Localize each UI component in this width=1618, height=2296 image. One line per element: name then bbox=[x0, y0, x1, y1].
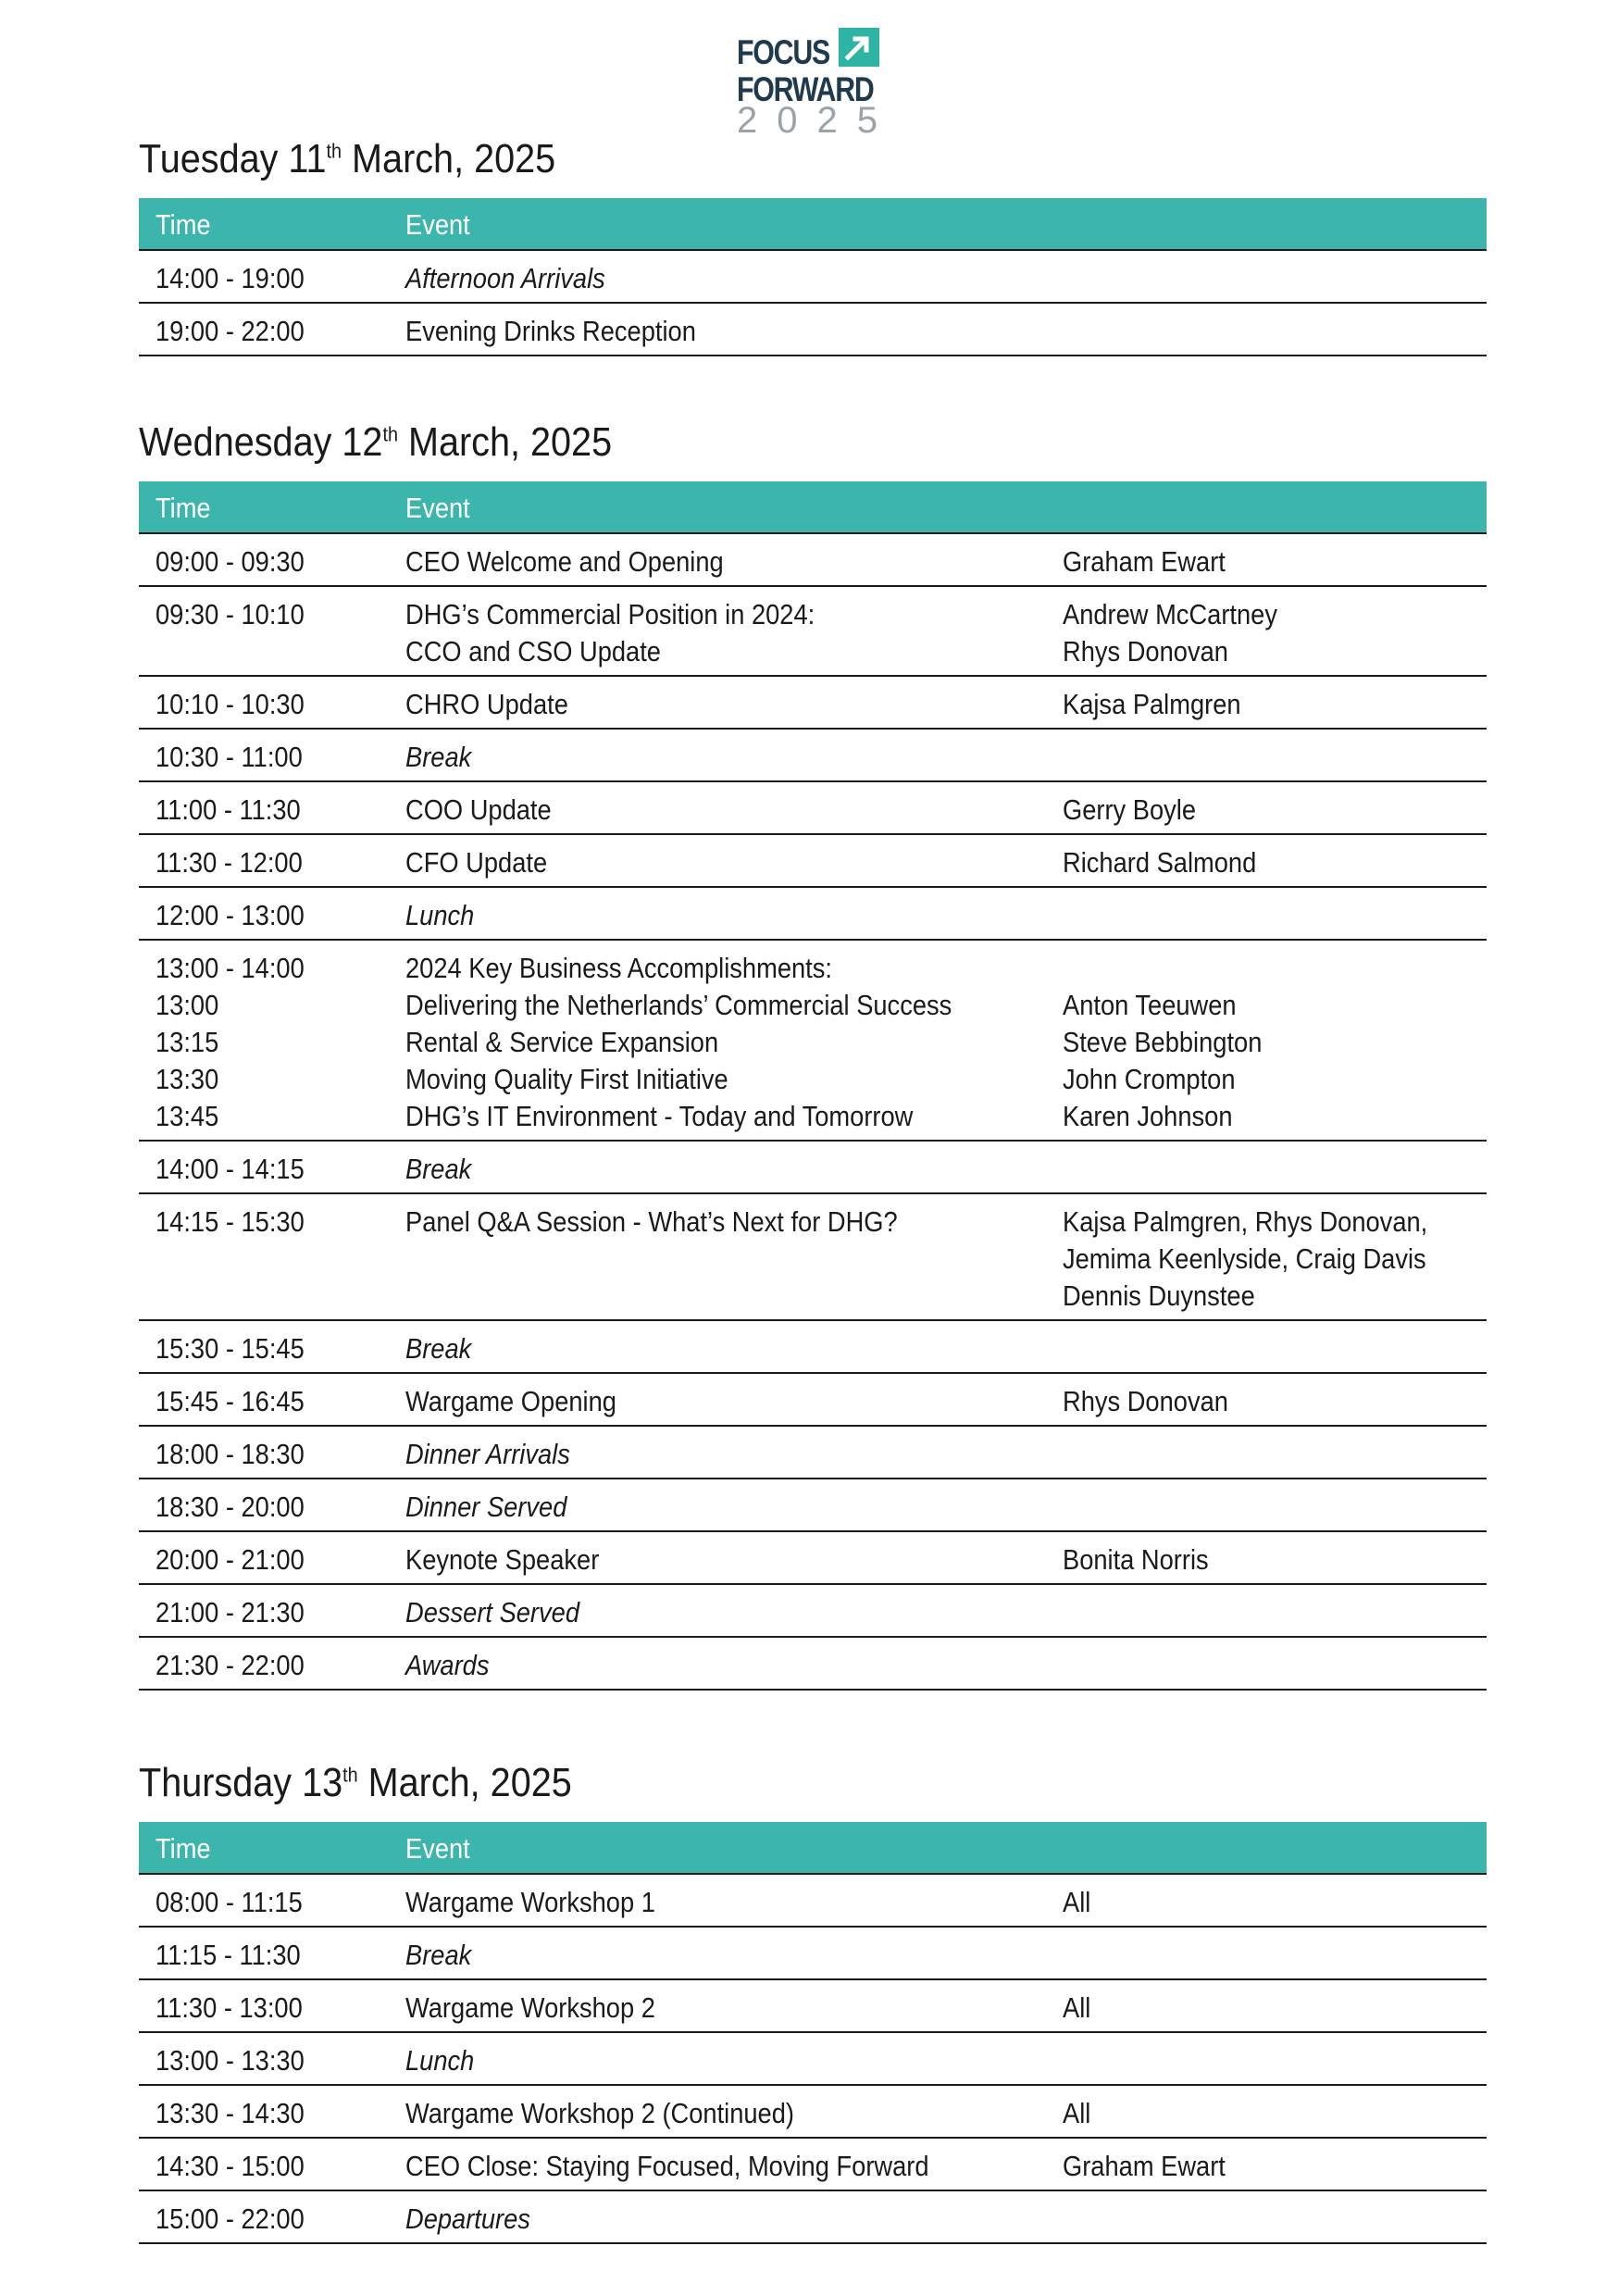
row-event-line: Delivering the Netherlands’ Commercial Success bbox=[405, 989, 952, 1021]
schedule-table bbox=[139, 1822, 1487, 2244]
table-row bbox=[139, 1427, 1487, 1479]
table-row bbox=[139, 1532, 1487, 1585]
row-time-line: 11:00 - 11:30 bbox=[156, 793, 301, 826]
row-event bbox=[405, 1436, 570, 1473]
table-header bbox=[139, 481, 1487, 534]
row-event-line: DHG’s IT Environment - Today and Tomorrow bbox=[405, 1100, 914, 1132]
row-time-line: 12:00 - 13:00 bbox=[156, 899, 305, 931]
row-time bbox=[156, 1647, 305, 1684]
table-row bbox=[139, 1585, 1487, 1638]
row-time-line: 21:00 - 21:30 bbox=[156, 1596, 305, 1628]
day-title-date: Thursday 13 bbox=[139, 1760, 343, 1805]
row-time-line: 14:15 - 15:30 bbox=[156, 1205, 305, 1238]
row-event-line: Break bbox=[405, 1939, 472, 1971]
row-event-line: Rental & Service Expansion bbox=[405, 1026, 719, 1058]
day-title-date: Wednesday 12 bbox=[139, 419, 383, 465]
row-event-line: CCO and CSO Update bbox=[405, 635, 661, 668]
table-row bbox=[139, 2191, 1487, 2244]
row-event bbox=[405, 1489, 566, 1526]
day-title-month: March, 2025 bbox=[342, 136, 556, 181]
row-event bbox=[405, 1204, 898, 1241]
row-event-line: CEO Welcome and Opening bbox=[405, 545, 724, 578]
row-event-line: Break bbox=[405, 1153, 472, 1185]
table-row bbox=[139, 251, 1487, 304]
row-time bbox=[156, 1990, 303, 2027]
table-row bbox=[139, 2033, 1487, 2086]
row-time-line: 09:30 - 10:10 bbox=[156, 598, 305, 630]
row-time-line: 21:30 - 22:00 bbox=[156, 1649, 305, 1681]
row-time-line: 11:15 - 11:30 bbox=[156, 1939, 301, 1971]
row-time bbox=[156, 1204, 305, 1241]
row-time-line: 14:00 - 14:15 bbox=[156, 1153, 305, 1185]
row-event bbox=[405, 1937, 471, 1974]
row-time bbox=[156, 1594, 305, 1631]
row-event bbox=[405, 2148, 929, 2185]
row-time bbox=[156, 1436, 305, 1473]
row-speaker-line: Kajsa Palmgren, Rhys Donovan, bbox=[1063, 1205, 1428, 1238]
row-event bbox=[405, 739, 471, 776]
day-title bbox=[139, 136, 556, 181]
row-speaker bbox=[1063, 950, 1262, 1135]
row-event-line: Lunch bbox=[405, 2044, 475, 2077]
row-speaker-line: Dennis Duynstee bbox=[1063, 1279, 1255, 1312]
row-event-line: Break bbox=[405, 741, 472, 773]
row-time-line: 20:00 - 21:00 bbox=[156, 1543, 305, 1576]
row-speaker-line: Kajsa Palmgren bbox=[1063, 688, 1241, 720]
day-title bbox=[139, 419, 613, 465]
table-row bbox=[139, 304, 1487, 356]
row-event-line: Break bbox=[405, 1332, 472, 1365]
table-row bbox=[139, 782, 1487, 835]
row-speaker-line: Anton Teeuwen bbox=[1063, 989, 1237, 1021]
row-speaker-line: All bbox=[1063, 1886, 1091, 1918]
row-time bbox=[156, 1884, 303, 1921]
logo-line-2: FORWARD bbox=[737, 70, 874, 108]
row-speaker bbox=[1063, 2148, 1226, 2185]
schedule-table bbox=[139, 481, 1487, 1691]
row-event bbox=[405, 1990, 655, 2027]
row-speaker bbox=[1063, 1204, 1427, 1315]
row-time-line: 13:45 bbox=[156, 1100, 219, 1132]
row-event-line: CFO Update bbox=[405, 846, 548, 879]
arrow-icon bbox=[839, 28, 879, 67]
row-event bbox=[405, 1647, 489, 1684]
focus-forward-logo bbox=[737, 28, 897, 141]
row-speaker-line: Jemima Keenlyside, Craig Davis bbox=[1063, 1242, 1426, 1275]
table-row bbox=[139, 1374, 1487, 1427]
row-time bbox=[156, 1151, 305, 1188]
row-event-line: COO Update bbox=[405, 793, 552, 826]
row-speaker-line: All bbox=[1063, 1991, 1091, 2024]
row-event-line: Lunch bbox=[405, 899, 475, 931]
row-speaker-line: Gerry Boyle bbox=[1063, 793, 1197, 826]
table-row bbox=[139, 1321, 1487, 1374]
row-time bbox=[156, 792, 301, 829]
row-speaker bbox=[1063, 844, 1256, 881]
row-speaker bbox=[1063, 1541, 1209, 1578]
row-event-line: Wargame Workshop 1 bbox=[405, 1886, 655, 1918]
row-event bbox=[405, 2042, 474, 2079]
row-event-line: Afternoon Arrivals bbox=[405, 262, 605, 294]
row-time-line: 11:30 - 13:00 bbox=[156, 1991, 303, 2024]
row-time bbox=[156, 543, 305, 580]
logo-line-1: FOCUS bbox=[737, 33, 830, 71]
row-time-line: 11:30 - 12:00 bbox=[156, 846, 303, 879]
row-event bbox=[405, 2201, 530, 2238]
row-event-line: Wargame Opening bbox=[405, 1385, 616, 1417]
row-event bbox=[405, 543, 724, 580]
row-event bbox=[405, 260, 605, 297]
row-event bbox=[405, 897, 474, 934]
row-event-line: Moving Quality First Initiative bbox=[405, 1063, 728, 1095]
day-title-date: Tuesday 11 bbox=[139, 136, 327, 181]
row-event-line: Dessert Served bbox=[405, 1596, 580, 1628]
day-title-suffix: th bbox=[382, 422, 398, 446]
row-speaker-line: All bbox=[1063, 2097, 1091, 2129]
row-time-line: 19:00 - 22:00 bbox=[156, 315, 305, 347]
row-time-line: 14:30 - 15:00 bbox=[156, 2150, 305, 2182]
table-header bbox=[139, 1822, 1487, 1875]
row-time-line: 18:30 - 20:00 bbox=[156, 1491, 305, 1523]
table-row bbox=[139, 1142, 1487, 1194]
row-speaker-line: Karen Johnson bbox=[1063, 1100, 1233, 1132]
row-event-line: Awards bbox=[405, 1649, 490, 1681]
row-time-line: 13:00 - 13:30 bbox=[156, 2044, 305, 2077]
day-title-suffix: th bbox=[326, 139, 342, 163]
schedule-table bbox=[139, 198, 1487, 356]
row-time-line: 13:00 - 14:00 bbox=[156, 952, 305, 984]
row-event bbox=[405, 844, 547, 881]
row-speaker-line: Rhys Donovan bbox=[1063, 635, 1228, 668]
row-speaker-line: Richard Salmond bbox=[1063, 846, 1257, 879]
row-event-line: DHG’s Commercial Position in 2024: bbox=[405, 598, 815, 630]
row-time-line: 09:00 - 09:30 bbox=[156, 545, 305, 578]
table-row bbox=[139, 1980, 1487, 2033]
table-row bbox=[139, 587, 1487, 677]
table-row bbox=[139, 730, 1487, 782]
row-time bbox=[156, 950, 305, 1135]
row-time bbox=[156, 1330, 305, 1367]
table-row bbox=[139, 941, 1487, 1142]
row-event-line: 2024 Key Business Accomplishments: bbox=[405, 952, 832, 984]
row-speaker-line bbox=[1063, 950, 1262, 987]
row-speaker-line: John Crompton bbox=[1063, 1063, 1236, 1095]
row-time-line: 13:30 bbox=[156, 1063, 219, 1095]
row-event-line: Dinner Arrivals bbox=[405, 1438, 570, 1470]
table-row bbox=[139, 1638, 1487, 1691]
row-time bbox=[156, 844, 303, 881]
row-event-line: Keynote Speaker bbox=[405, 1543, 600, 1576]
row-event bbox=[405, 2095, 794, 2132]
day-title bbox=[139, 1760, 572, 1805]
row-event bbox=[405, 1594, 579, 1631]
row-speaker-line: Graham Ewart bbox=[1063, 2150, 1226, 2182]
row-time bbox=[156, 1541, 305, 1578]
row-event-line: CEO Close: Staying Focused, Moving Forward bbox=[405, 2150, 929, 2182]
row-time-line: 15:30 - 15:45 bbox=[156, 1332, 305, 1365]
row-time-line: 10:30 - 11:00 bbox=[156, 741, 303, 773]
day-title-month: March, 2025 bbox=[397, 419, 613, 465]
row-time-line: 13:30 - 14:30 bbox=[156, 2097, 305, 2129]
row-speaker bbox=[1063, 686, 1241, 723]
row-event-line: Wargame Workshop 2 bbox=[405, 1991, 655, 2024]
row-event-line: Panel Q&A Session - What’s Next for DHG? bbox=[405, 1205, 898, 1238]
header-time: Time bbox=[156, 208, 211, 241]
row-speaker-line: Graham Ewart bbox=[1063, 545, 1226, 578]
row-speaker bbox=[1063, 543, 1226, 580]
row-time bbox=[156, 1489, 305, 1526]
row-speaker bbox=[1063, 1383, 1228, 1420]
row-event bbox=[405, 1383, 616, 1420]
table-row bbox=[139, 677, 1487, 730]
row-event bbox=[405, 792, 552, 829]
row-time bbox=[156, 1937, 301, 1974]
row-event bbox=[405, 1151, 471, 1188]
row-speaker bbox=[1063, 1990, 1090, 2027]
row-time-line: 15:45 - 16:45 bbox=[156, 1385, 305, 1417]
row-time-line: 18:00 - 18:30 bbox=[156, 1438, 305, 1470]
row-time-line: 14:00 - 19:00 bbox=[156, 262, 305, 294]
day-title-month: March, 2025 bbox=[357, 1760, 572, 1805]
header-event: Event bbox=[405, 1832, 470, 1865]
row-speaker bbox=[1063, 792, 1196, 829]
row-time bbox=[156, 2201, 305, 2238]
row-time bbox=[156, 596, 305, 633]
row-time bbox=[156, 260, 305, 297]
table-row bbox=[139, 2086, 1487, 2139]
row-event bbox=[405, 313, 696, 350]
row-speaker-line: Rhys Donovan bbox=[1063, 1385, 1228, 1417]
row-time-line: 13:00 bbox=[156, 989, 219, 1021]
table-row bbox=[139, 1479, 1487, 1532]
table-row bbox=[139, 888, 1487, 941]
row-speaker bbox=[1063, 596, 1277, 670]
table-row bbox=[139, 1194, 1487, 1321]
row-time bbox=[156, 897, 305, 934]
row-time bbox=[156, 313, 305, 350]
row-time-line: 08:00 - 11:15 bbox=[156, 1886, 303, 1918]
row-time bbox=[156, 1383, 305, 1420]
header-time: Time bbox=[156, 492, 211, 524]
day-title-suffix: th bbox=[342, 1763, 358, 1787]
row-event-line: Evening Drinks Reception bbox=[405, 315, 696, 347]
row-event-line: Dinner Served bbox=[405, 1491, 567, 1523]
row-time-line: 13:15 bbox=[156, 1026, 219, 1058]
table-row bbox=[139, 534, 1487, 587]
row-event bbox=[405, 686, 568, 723]
row-time bbox=[156, 739, 303, 776]
row-time bbox=[156, 2042, 305, 2079]
header-event: Event bbox=[405, 208, 470, 241]
row-speaker-line: Bonita Norris bbox=[1063, 1543, 1209, 1576]
table-row bbox=[139, 1928, 1487, 1980]
row-time bbox=[156, 2095, 305, 2132]
row-time bbox=[156, 686, 305, 723]
header-event: Event bbox=[405, 492, 470, 524]
row-time-line: 10:10 - 10:30 bbox=[156, 688, 305, 720]
row-time-line: 15:00 - 22:00 bbox=[156, 2202, 305, 2235]
row-event bbox=[405, 1330, 471, 1367]
row-event-line: Wargame Workshop 2 (Continued) bbox=[405, 2097, 794, 2129]
table-row bbox=[139, 1875, 1487, 1928]
row-event-line: Departures bbox=[405, 2202, 530, 2235]
row-speaker bbox=[1063, 2095, 1090, 2132]
row-time bbox=[156, 2148, 305, 2185]
row-event bbox=[405, 596, 815, 670]
row-event bbox=[405, 1541, 599, 1578]
table-header bbox=[139, 198, 1487, 251]
row-event bbox=[405, 1884, 655, 1921]
logo-year: 2025 bbox=[737, 100, 897, 141]
row-event bbox=[405, 950, 952, 1135]
row-speaker-line: Steve Bebbington bbox=[1063, 1026, 1263, 1058]
row-event-line: CHRO Update bbox=[405, 688, 568, 720]
header-time: Time bbox=[156, 1832, 211, 1865]
table-row bbox=[139, 835, 1487, 888]
row-speaker bbox=[1063, 1884, 1090, 1921]
table-row bbox=[139, 2139, 1487, 2191]
row-speaker-line: Andrew McCartney bbox=[1063, 598, 1277, 630]
